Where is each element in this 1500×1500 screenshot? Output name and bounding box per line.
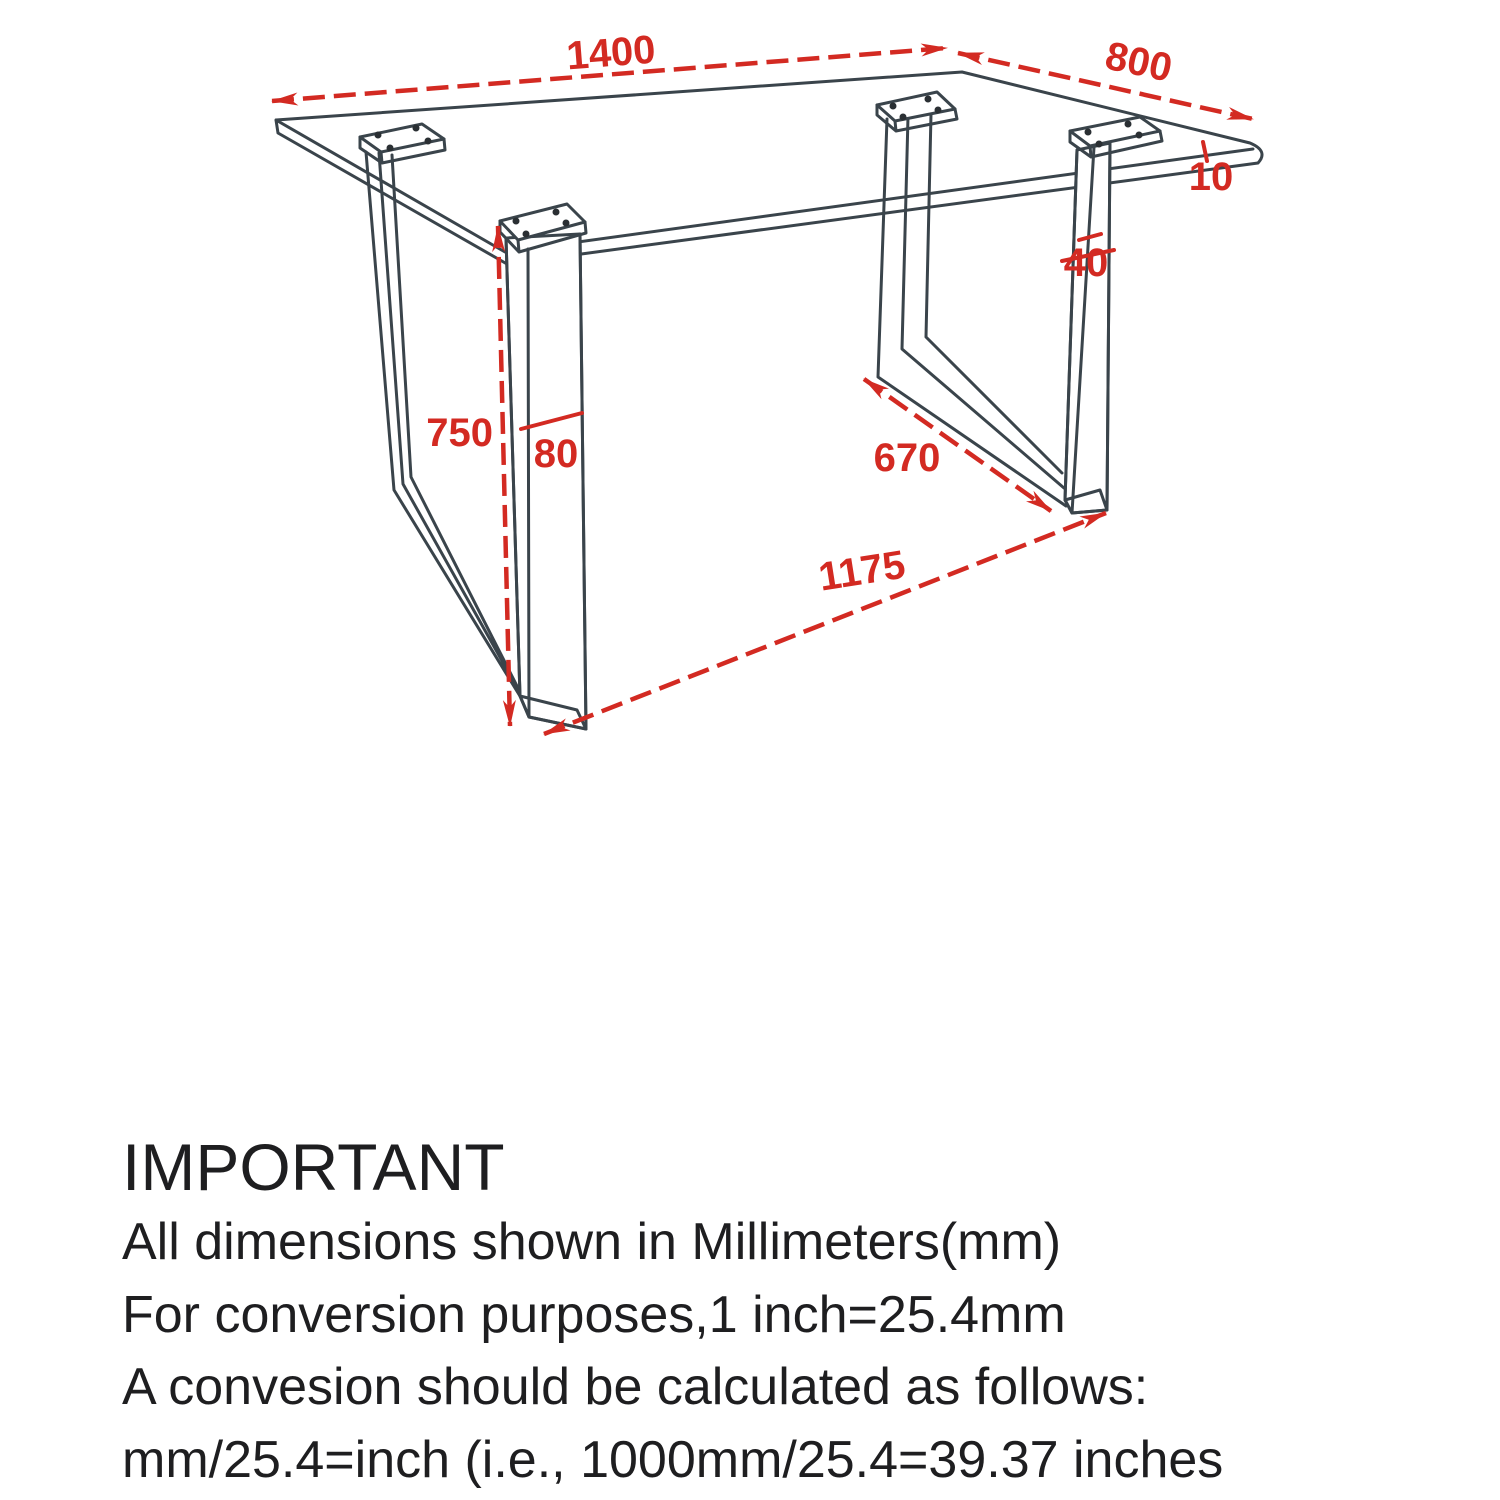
dim-label-10: 10	[1188, 155, 1234, 199]
mounting-plate-front-right	[1070, 117, 1162, 157]
mounting-plates	[360, 92, 1162, 252]
dim-label-670: 670	[873, 436, 941, 480]
note-title: IMPORTANT	[122, 1130, 505, 1204]
dim-label-80: 80	[533, 432, 579, 476]
important-note	[122, 1130, 1223, 1489]
dim-label-1400: 1400	[564, 27, 658, 79]
dim-label-1175: 1175	[815, 542, 909, 600]
dim-line-1175	[544, 513, 1106, 734]
note-line-3: A convesion should be calculated as follows:	[122, 1358, 1149, 1416]
mounting-plate-back-right	[877, 92, 957, 131]
note-line-2: For conversion purposes,1 inch=25.4mm	[122, 1286, 1066, 1344]
mounting-plate-back-left	[360, 124, 445, 163]
glass-top	[276, 72, 1262, 264]
note-line-1: All dimensions shown in Millimeters(mm)	[122, 1213, 1062, 1271]
dim-label-800: 800	[1101, 33, 1176, 91]
dim-label-750: 750	[426, 411, 493, 455]
dim-label-40: 40	[1063, 241, 1109, 285]
note-line-4: mm/25.4=inch (i.e., 1000mm/25.4=39.37 inches	[122, 1431, 1224, 1489]
